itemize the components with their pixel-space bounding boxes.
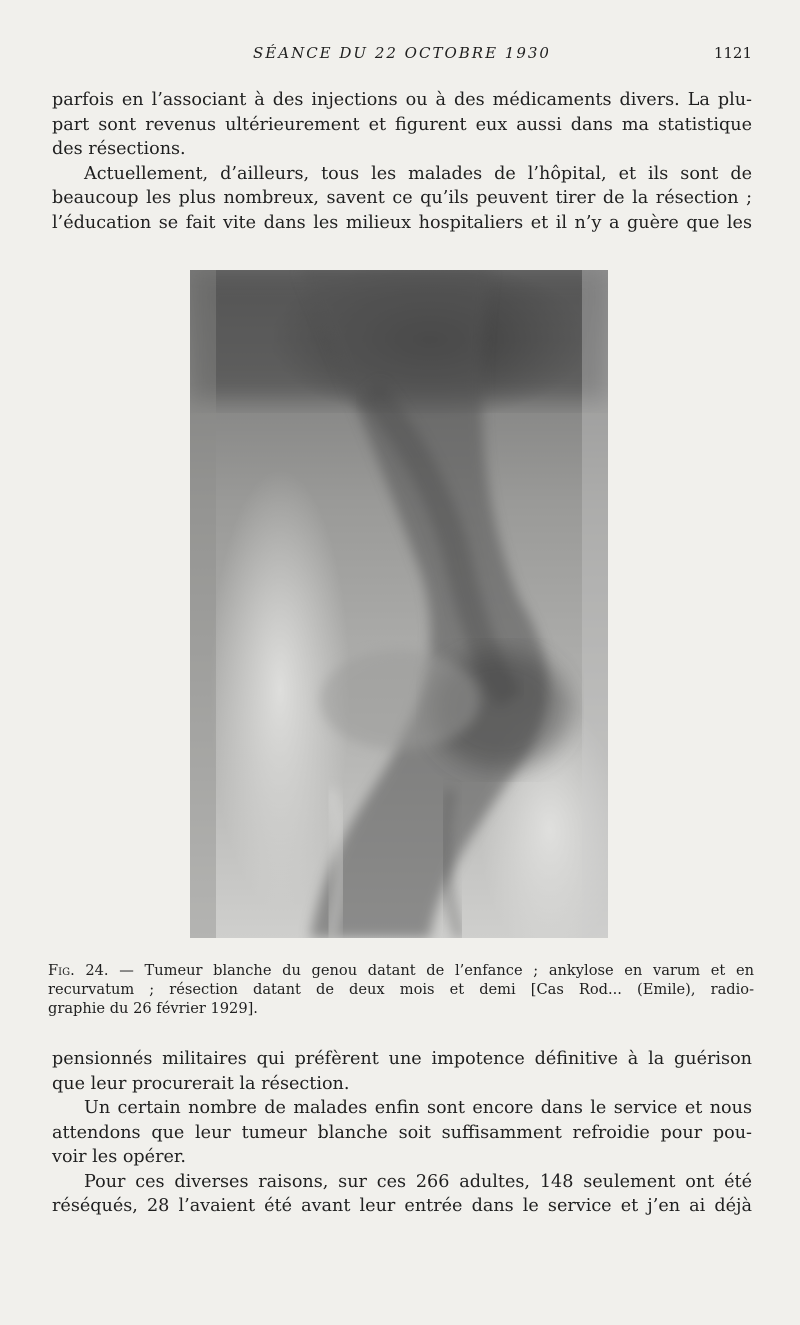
text-line: que leur procurerait la résection. (52, 1073, 350, 1094)
caption-text: — Tumeur blanche du genou datant de l’enfance ; ankylose en varum et en (108, 962, 754, 979)
running-title: SÉANCE DU 22 OCTOBRE 1930 (253, 44, 551, 62)
top-paragraphs (52, 88, 752, 235)
text-line: Actuellement, d’ailleurs, tous les malades de l’hôpital, et ils sont de (84, 163, 752, 184)
bottom-paragraphs (52, 1047, 752, 1219)
text-line: pensionnés militaires qui préfèrent une impotence définitive à la guérison (52, 1049, 752, 1069)
text-line: parfois en l’associant à des injections ou à des médicaments divers. La plu- (52, 90, 752, 110)
text-line: réséqués, 28 l’avaient été avant leur entrée dans le service et j’en ai déjà (52, 1196, 752, 1216)
text-line: part sont revenus ultérieurement et figurent eux aussi dans ma statistique (52, 114, 752, 135)
radiograph-figure (190, 270, 608, 938)
page-number: 1121 (713, 44, 752, 62)
caption-line: recurvatum ; résection datant de deux mois et demi [Cas Rod... (Emile), radio- (48, 981, 754, 998)
knee-radiograph-image (190, 270, 608, 938)
figure-label: Fig. 24. (48, 962, 109, 979)
text-line: Pour ces diverses raisons, sur ces 266 adultes, 148 seulement ont été (84, 1171, 752, 1192)
figure-caption (48, 961, 754, 1018)
text-line: voir les opérer. (52, 1147, 186, 1167)
caption-line: graphie du 26 février 1929]. (48, 1000, 258, 1017)
text-line: Un certain nombre de malades enfin sont encore dans le service et nous (84, 1098, 752, 1118)
running-head (52, 44, 752, 68)
text-line: l’éducation se fait vite dans les milieux hospitaliers et il n’y a guère que les (52, 212, 752, 233)
text-line: attendons que leur tumeur blanche soit suffisamment refroidie pour pou- (52, 1122, 752, 1143)
text-line: beaucoup les plus nombreux, savent ce qu’ils peuvent tirer de la résection ; (52, 188, 752, 208)
text-line: des résections. (52, 139, 186, 159)
caption-line (48, 961, 754, 980)
